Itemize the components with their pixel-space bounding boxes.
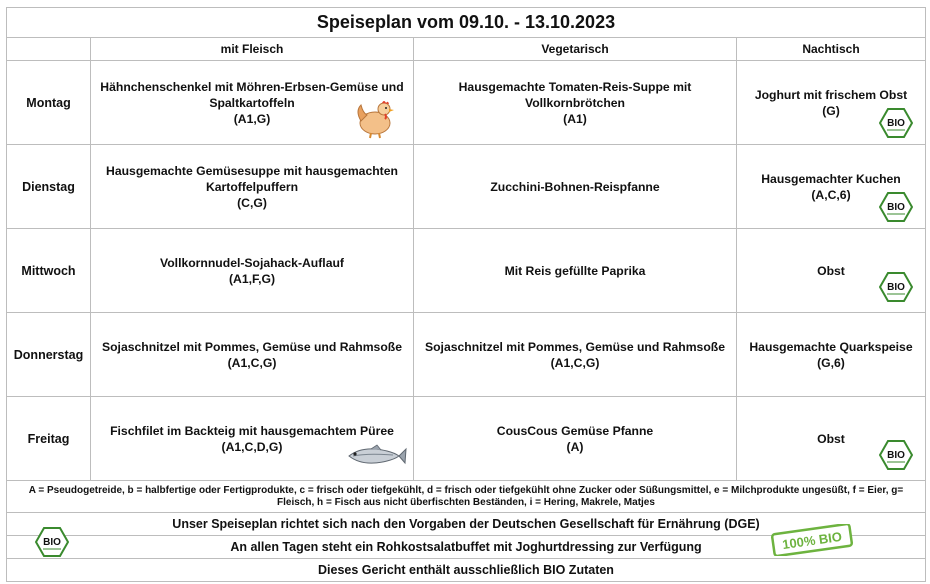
fish-icon bbox=[343, 441, 407, 471]
meal-name: Sojaschnitzel mit Pommes, Gemüse und Rahmsoße bbox=[101, 339, 403, 354]
allergen-codes: (C,G) bbox=[237, 195, 267, 210]
meal-name: Joghurt mit frischem Obst bbox=[754, 87, 908, 102]
table-row bbox=[7, 145, 926, 229]
table-row bbox=[7, 229, 926, 313]
bio-seal-icon bbox=[879, 439, 913, 471]
allergen-codes: (A1,C,D,G) bbox=[221, 439, 283, 454]
meal-cell-fleisch bbox=[91, 145, 414, 229]
meal-cell-nachtisch bbox=[737, 313, 926, 397]
meal-name: Hausgemachte Tomaten-Reis-Suppe mit Vollkornbrötchen bbox=[458, 79, 692, 110]
svg-text:BIO: BIO bbox=[887, 118, 905, 129]
svg-text:BIO: BIO bbox=[887, 450, 905, 461]
salad-note-cell bbox=[7, 528, 926, 559]
menu-table bbox=[6, 7, 926, 582]
column-header-nachtisch: Nachtisch bbox=[737, 38, 926, 61]
allergen-codes: (G) bbox=[822, 103, 840, 118]
svg-text:BIO: BIO bbox=[887, 202, 905, 213]
meal-cell-fleisch bbox=[91, 61, 414, 145]
bio-seal-icon bbox=[35, 526, 69, 558]
chicken-icon bbox=[351, 99, 395, 139]
column-header-fleisch: mit Fleisch bbox=[91, 38, 414, 61]
meal-name: Zucchini-Bohnen-Reispfanne bbox=[490, 179, 660, 194]
svg-text:100% BIO: 100% BIO bbox=[781, 528, 843, 553]
meal-cell-vegetarisch bbox=[414, 145, 737, 229]
dge-note: Unser Speiseplan richtet sich nach den Vorgaben der Deutschen Gesellschaft für Ernährung (DGE) bbox=[7, 513, 926, 536]
meal-cell-vegetarisch bbox=[414, 61, 737, 145]
meal-cell-fleisch bbox=[91, 397, 414, 481]
day-label-dienstag: Dienstag bbox=[7, 145, 91, 229]
meal-name: Fischfilet im Backteig mit hausgemachtem Püree bbox=[110, 423, 394, 438]
day-label-mittwoch: Mittwoch bbox=[7, 229, 91, 313]
allergen-codes: (A1) bbox=[563, 111, 587, 126]
meal-name: CousCous Gemüse Pfanne bbox=[496, 423, 654, 438]
meal-cell-nachtisch bbox=[737, 229, 926, 313]
meal-name: Obst bbox=[817, 431, 845, 446]
meal-cell-vegetarisch bbox=[414, 397, 737, 481]
allergen-codes: (A1,C,G) bbox=[227, 355, 277, 370]
allergen-codes: (A) bbox=[566, 439, 584, 454]
meal-cell-vegetarisch bbox=[414, 313, 737, 397]
meal-cell-nachtisch bbox=[737, 145, 926, 229]
bio-stamp-icon bbox=[769, 524, 855, 556]
table-row bbox=[7, 61, 926, 145]
meal-cell-fleisch bbox=[91, 229, 414, 313]
allergen-legend: A = Pseudogetreide, b = halbfertige oder Fertigprodukte, c = frisch oder tiefgekühlt, d = frisch oder tiefgekühlt ohne Zucker oder Süßungsmittel, e = Milchprodukte ungesüßt, f = Eier, g= Fleisch, h = Fisch aus nicht überfischten Beständen, i = Hering, Makrele, Matjes bbox=[7, 481, 926, 513]
allergen-codes: (A,C,6) bbox=[811, 187, 851, 202]
day-label-freitag: Freitag bbox=[7, 397, 91, 481]
allergen-codes: (A1,G) bbox=[233, 111, 271, 126]
salad-bar-note: An allen Tagen steht ein Rohkostsalatbuffet mit Joghurtdressing zur Verfügung bbox=[230, 540, 702, 554]
meal-name: Hausgemachter Kuchen bbox=[761, 171, 901, 186]
bio-seal-icon bbox=[879, 107, 913, 139]
meal-cell-nachtisch bbox=[737, 397, 926, 481]
meal-name: Hausgemachte Quarkspeise bbox=[749, 339, 913, 354]
meal-name: Sojaschnitzel mit Pommes, Gemüse und Rahmsoße bbox=[424, 339, 726, 354]
bio-seal-icon bbox=[879, 271, 913, 303]
meal-cell-fleisch bbox=[91, 313, 414, 397]
meal-name: Mit Reis gefüllte Paprika bbox=[504, 263, 646, 278]
svg-text:BIO: BIO bbox=[43, 537, 61, 548]
day-label-montag: Montag bbox=[7, 61, 91, 145]
page-title: Speiseplan vom 09.10. - 13.10.2023 bbox=[7, 8, 926, 38]
allergen-codes: (G,6) bbox=[817, 355, 845, 370]
bio-note: Dieses Gericht enthält ausschließlich BIO Zutaten bbox=[7, 559, 926, 582]
allergen-codes: (A1,F,G) bbox=[228, 271, 276, 286]
meal-name: Vollkornnudel-Sojahack-Auflauf bbox=[160, 255, 344, 270]
meal-name: Hausgemachte Gemüsesuppe mit hausgemachten Kartoffelpuffern bbox=[106, 163, 398, 194]
svg-text:BIO: BIO bbox=[887, 282, 905, 293]
bio-seal-icon bbox=[879, 191, 913, 223]
table-row bbox=[7, 313, 926, 397]
meal-cell-nachtisch bbox=[737, 61, 926, 145]
day-label-donnerstag: Donnerstag bbox=[7, 313, 91, 397]
meal-name: Obst bbox=[817, 263, 845, 278]
meal-name: Hähnchenschenkel mit Möhren-Erbsen-Gemüse und Spaltkartoffeln bbox=[100, 79, 404, 110]
allergen-codes: (A1,C,G) bbox=[550, 355, 600, 370]
header-empty-cell bbox=[7, 38, 91, 61]
table-row bbox=[7, 397, 926, 481]
column-header-vegetarisch: Vegetarisch bbox=[414, 38, 737, 61]
meal-cell-vegetarisch bbox=[414, 229, 737, 313]
